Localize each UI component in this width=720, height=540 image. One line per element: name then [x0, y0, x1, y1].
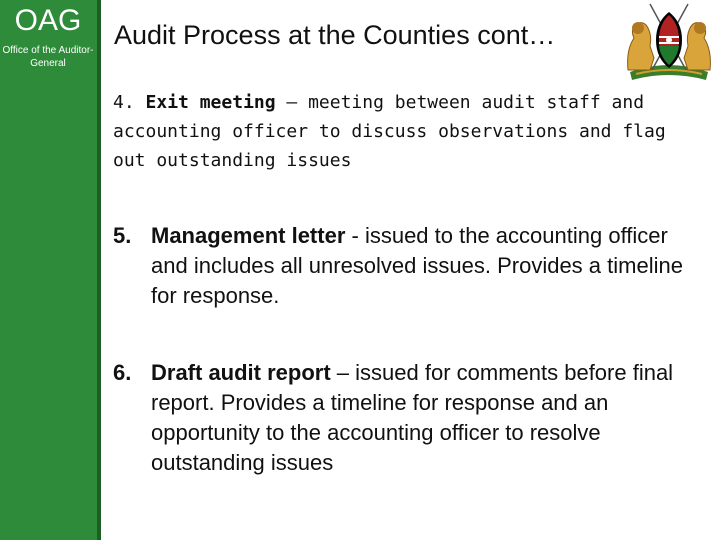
point-lead: Draft audit report	[151, 360, 331, 385]
point-management-letter	[113, 221, 703, 311]
oag-logo-text: OAG	[14, 4, 82, 37]
point-exit-meeting	[113, 88, 703, 175]
point-body	[151, 358, 703, 478]
oag-logo-subtitle: Office of the Auditor-General	[2, 45, 94, 69]
point-number: 4.	[113, 92, 135, 113]
slide-title: Audit Process at the Counties cont…	[114, 20, 556, 50]
point-number: 6.	[113, 360, 132, 385]
point-text: – issued for comments before final report. Provides a timeline for response and an opportunity to the accounting officer to resolve outstanding issues	[151, 360, 674, 475]
sidebar	[0, 0, 101, 540]
point-draft-audit-report	[113, 358, 703, 478]
point-number: 5.	[113, 223, 132, 248]
point-text: - issued to the accounting officer and includes all unresolved issues. Provides a timeline for response.	[151, 223, 683, 308]
kenya-coat-of-arms-icon	[620, 0, 718, 84]
point-body	[151, 221, 703, 311]
point-lead: Exit meeting	[145, 92, 276, 113]
point-text: – meeting between audit staff and accounting officer to discuss observations and flag out outstanding issues	[113, 92, 666, 171]
point-lead: Management letter	[151, 223, 346, 248]
